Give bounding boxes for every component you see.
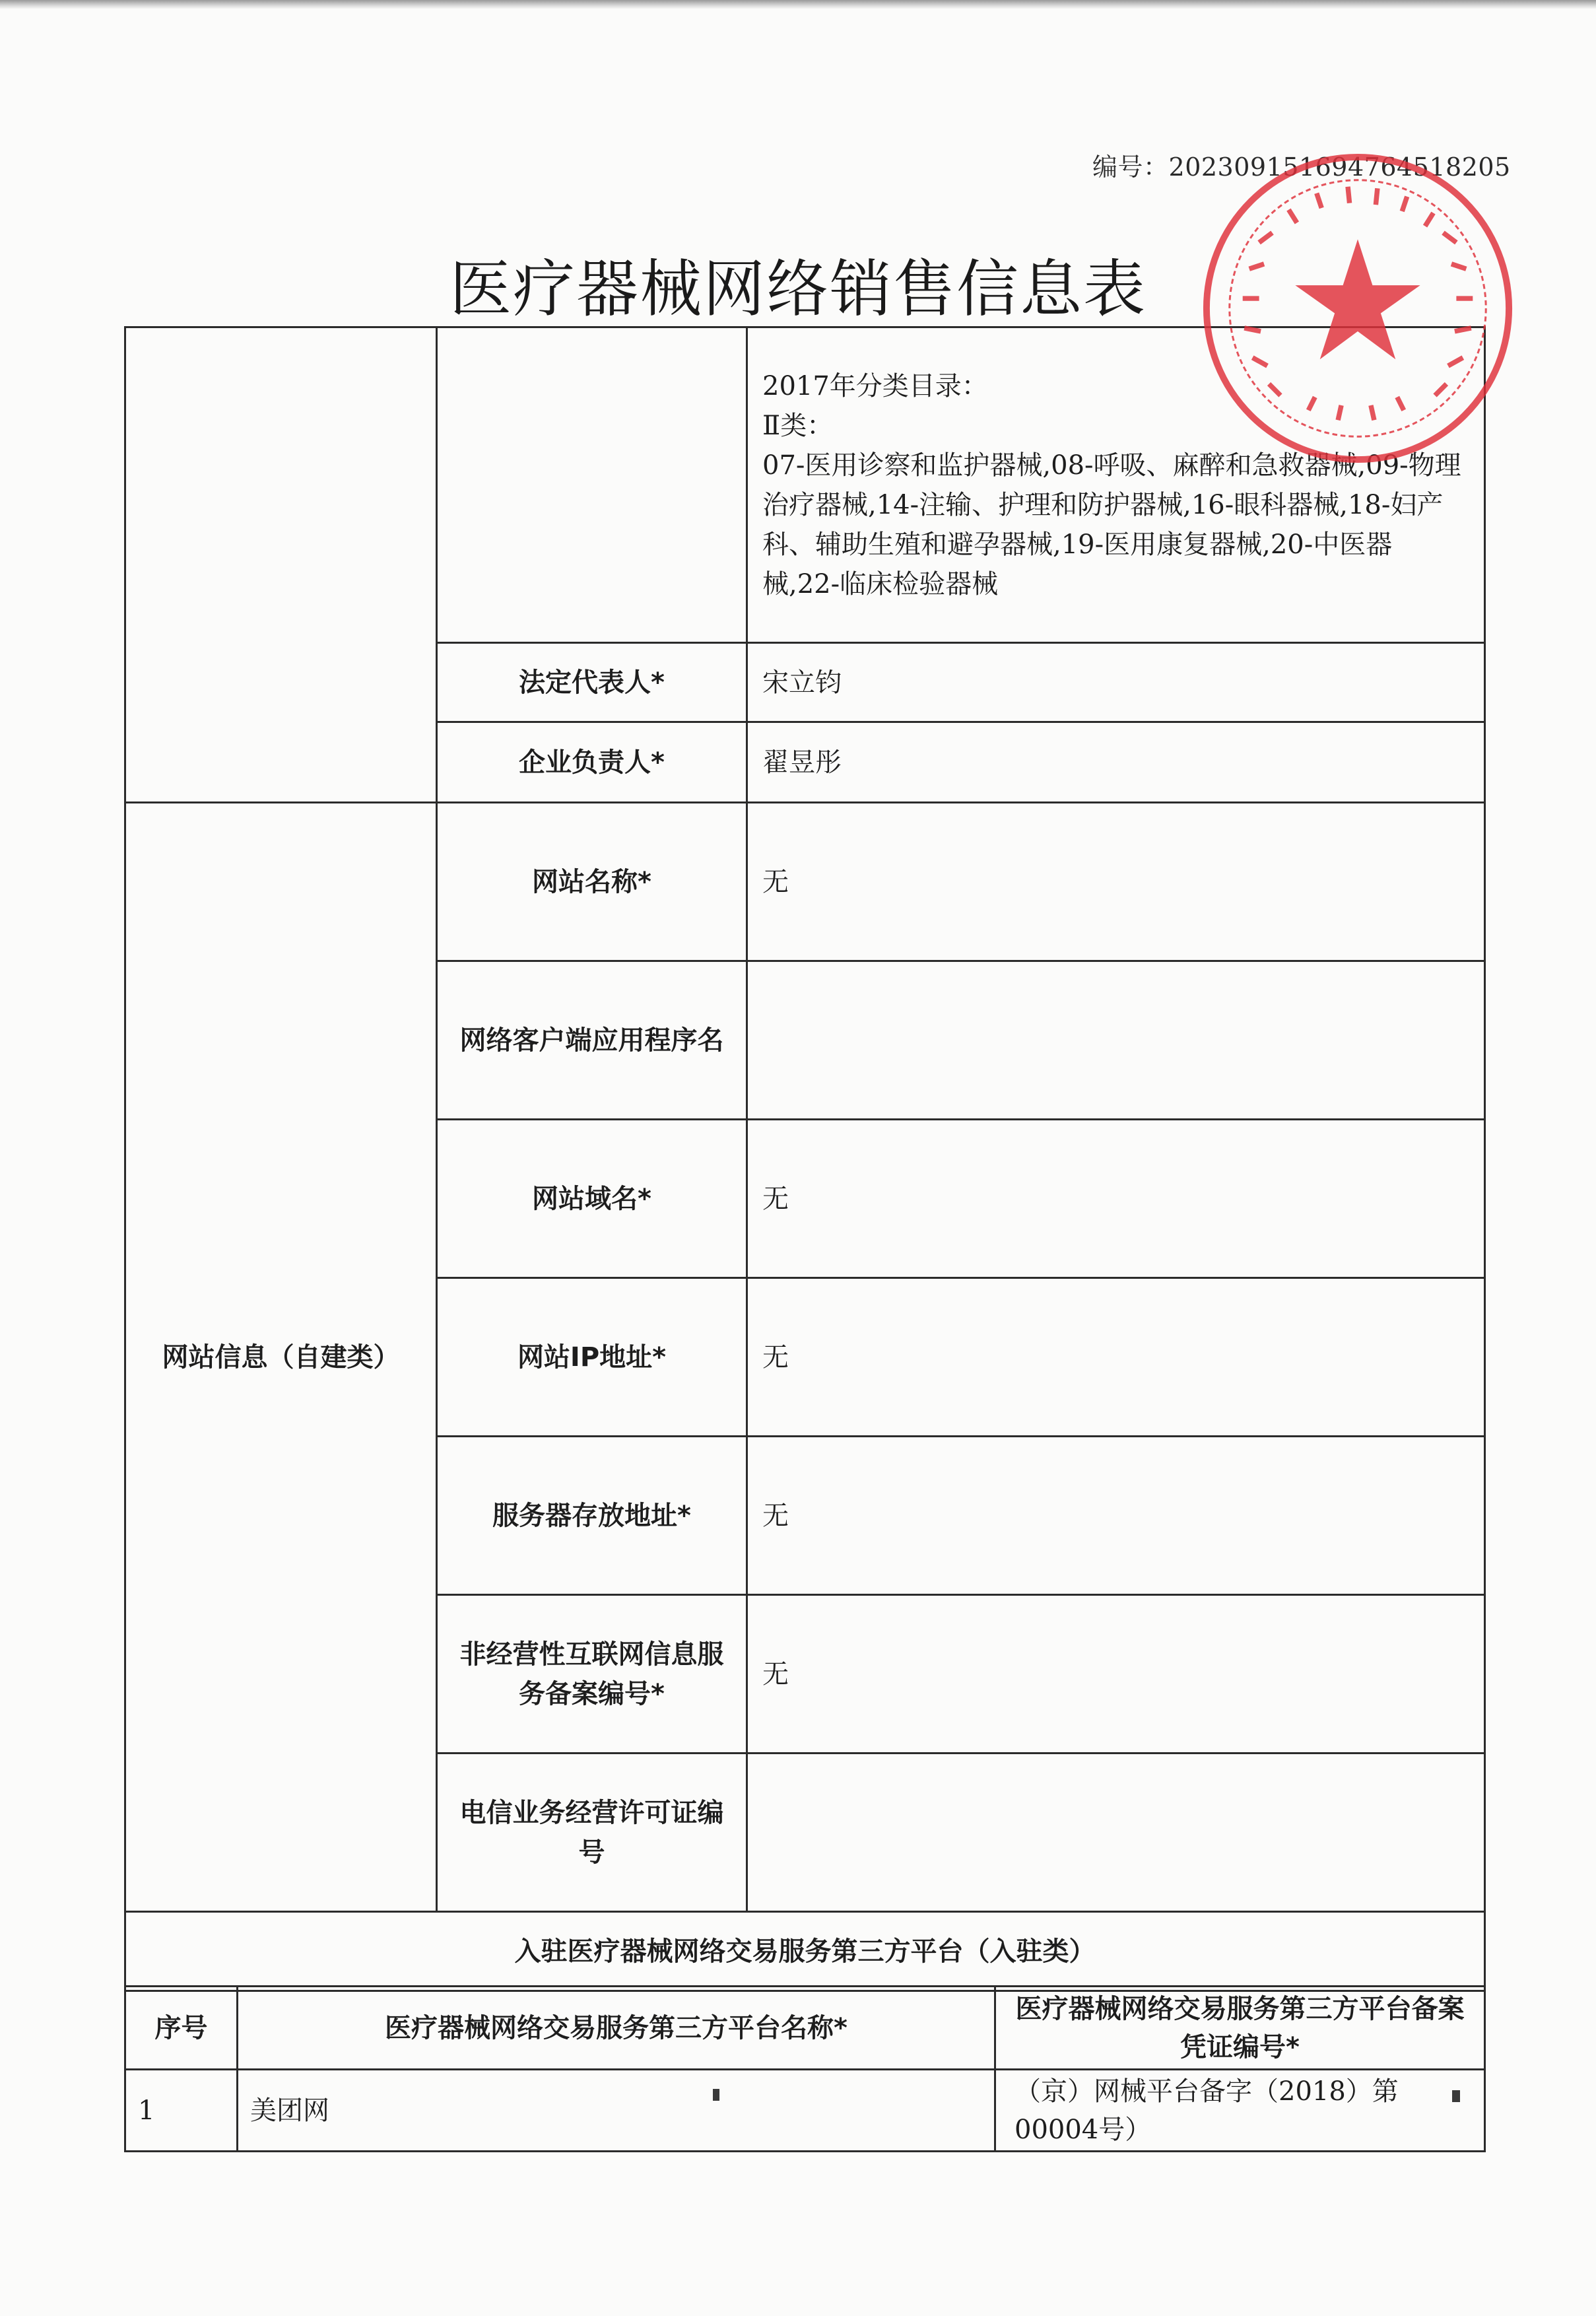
scope-line: 2017年分类目录： [762,370,988,401]
domain-value: 无 [747,1120,1485,1278]
business-scope [747,327,1485,643]
website-info-group-label: 网站信息（自建类） [125,803,437,1912]
icp-record-value: 无 [747,1595,1485,1754]
server-address-label: 服务器存放地址* [437,1437,747,1595]
platform-name-header: 医疗器械网络交易服务第三方平台名称* [238,1987,995,2070]
document-number-value: 20230915169476451​8205 [1168,153,1511,182]
scope-line: 07-医用诊察和监护器械,08-呼吸、麻醉和急救器械,09-物理治疗器械,14-注输、护理和防护器械,16-眼科器械,18-妇产科、辅助生殖和避孕器械,19-医用康复器械,20-中医器械,22-临床检验器械 [762,450,1461,599]
domain-label: 网站域名* [437,1120,747,1278]
website-name-label: 网站名称* [437,803,747,961]
client-app-value [747,961,1485,1120]
scan-speck [1452,2090,1460,2102]
enterprise-head-label: 企业负责人* [437,722,747,803]
scan-top-edge [0,0,1596,9]
company-group-cell [125,327,437,803]
website-name-value: 无 [747,803,1485,961]
legal-representative-value: 宋立钧 [747,643,1485,722]
icp-record-label: 非经营性互联网信息服务备案编号* [437,1595,747,1754]
document-number-label: 编号： [1092,153,1169,182]
page-title: 医疗器械网络销售信息表 [449,254,1147,325]
platform-header-row [125,1987,1485,2070]
telecom-license-value [747,1754,1485,1912]
website-name-row [125,803,1485,961]
platform-row-record: （京）网械平台备字（2018）第00004号） [995,2070,1485,2152]
server-address-value: 无 [747,1437,1485,1595]
document-number [1092,147,1511,183]
telecom-license-label: 电信业务经营许可证编号 [437,1754,747,1912]
ip-label: 网站IP地址* [437,1278,747,1437]
platform-row [125,2070,1485,2152]
scope-label-cell [437,327,747,643]
index-header: 序号 [125,1987,238,2070]
scope-row [125,327,1485,643]
platform-row-index: 1 [125,2070,238,2152]
platform-table [124,1985,1486,2152]
enterprise-head-value: 翟昱彤 [747,722,1485,803]
platform-section-row [125,1912,1485,1991]
client-app-label: 网络客户端应用程序名 [437,961,747,1120]
platform-record-header: 医疗器械网络交易服务第三方平台备案凭证编号* [995,1987,1485,2070]
scope-line: Ⅱ类： [762,410,834,441]
platform-row-name: 美团网 [238,2070,995,2152]
ip-value: 无 [747,1278,1485,1437]
platform-section-title: 入驻医疗器械网络交易服务第三方平台（入驻类） [125,1912,1485,1991]
scan-speck [713,2089,719,2101]
info-table [124,326,1486,1992]
legal-representative-label: 法定代表人* [437,643,747,722]
